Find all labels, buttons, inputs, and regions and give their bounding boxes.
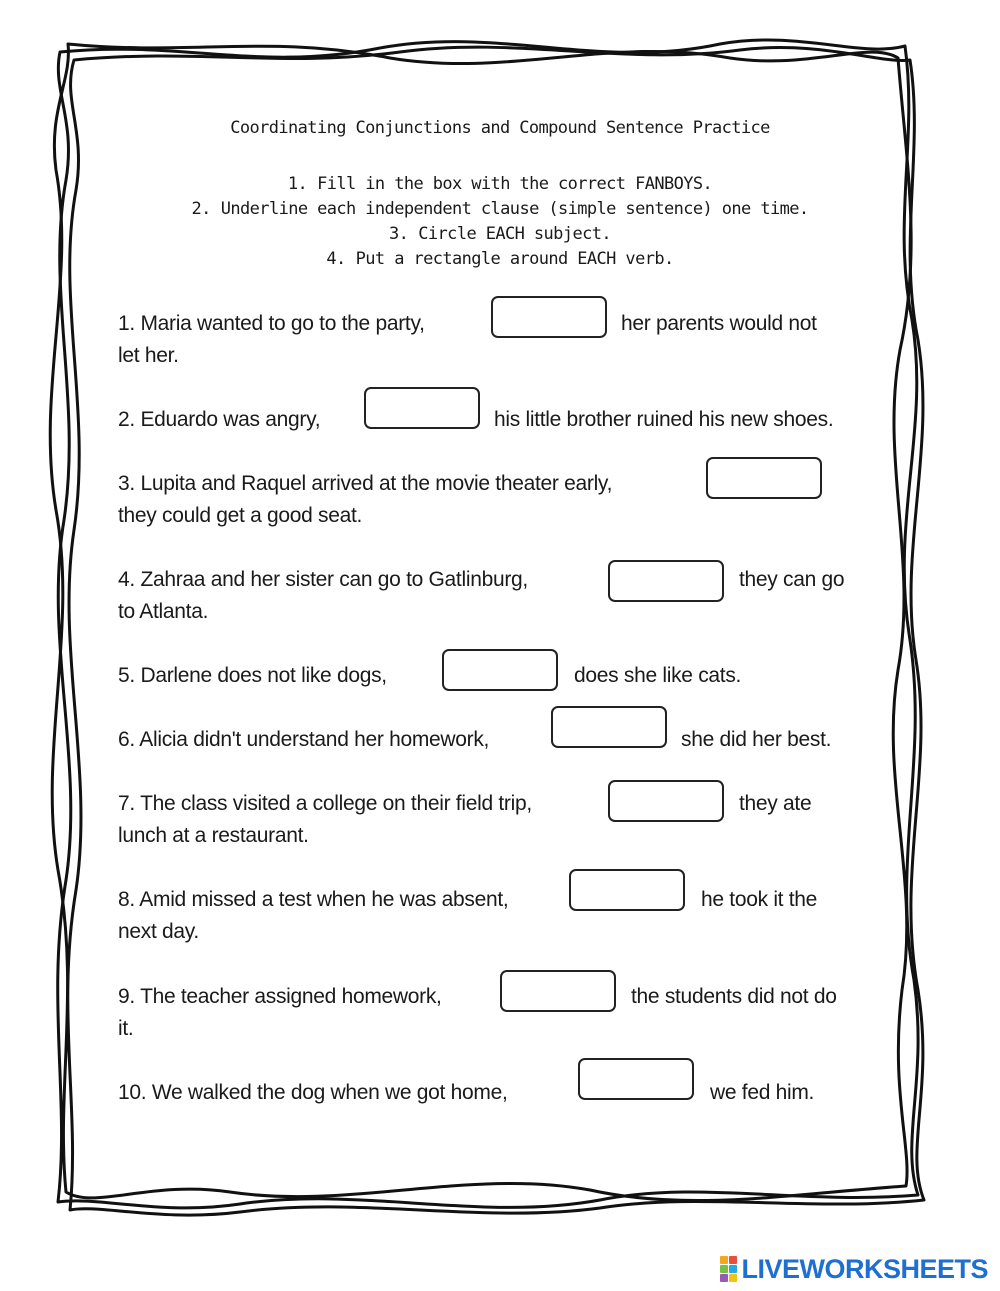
answer-box-7[interactable] [608, 780, 724, 822]
instruction-item: 1. Fill in the box with the correct FANBOYS. [287, 174, 713, 194]
instruction-item: 4. Put a rectangle around EACH verb. [326, 249, 674, 269]
question-text-continued: it. [118, 1017, 134, 1040]
question-text: 5. Darlene does not like dogs, [118, 664, 387, 687]
question-text: 3. Lupita and Raquel arrived at the movie theater early, [118, 472, 613, 495]
question-text: 1. Maria wanted to go to the party, [118, 312, 425, 335]
brand-name: LIVEWORKSHEETS [741, 1253, 988, 1284]
question-text-after: we fed him. [710, 1081, 815, 1104]
question-text-after: they can go [739, 568, 845, 591]
liveworksheets-branding[interactable] [720, 1254, 988, 1284]
instruction-item: 2. Underline each independent clause (simple sentence) one time. [191, 199, 809, 219]
answer-box-9[interactable] [500, 970, 616, 1012]
question-text-after: his little brother ruined his new shoes. [494, 408, 834, 431]
question-text-after: they ate [739, 792, 812, 815]
question-text-continued: to Atlanta. [118, 600, 209, 623]
instructions-list [0, 172, 1000, 272]
question-text: 2. Eduardo was angry, [118, 408, 321, 431]
answer-box-10[interactable] [578, 1058, 694, 1100]
question-text-after: he took it the [701, 888, 818, 911]
question-text: 9. The teacher assigned homework, [118, 985, 442, 1008]
question-text: 8. Amid missed a test when he was absent, [118, 888, 509, 911]
question-text-after: her parents would not [621, 312, 817, 335]
answer-box-3[interactable] [706, 457, 822, 499]
question-text-after: the students did not do [631, 985, 837, 1008]
answer-box-2[interactable] [364, 387, 480, 429]
question-text: 10. We walked the dog when we got home, [118, 1081, 508, 1104]
question-text-after: she did her best. [681, 728, 832, 751]
instruction-item: 3. Circle EACH subject. [389, 224, 611, 244]
question-text-continued: lunch at a restaurant. [118, 824, 309, 847]
question-text-continued: next day. [118, 920, 199, 943]
question-text-continued: they could get a good seat. [118, 504, 363, 527]
question-text-continued: let her. [118, 344, 179, 367]
answer-box-1[interactable] [491, 296, 607, 338]
question-text: 6. Alicia didn't understand her homework, [118, 728, 490, 751]
liveworksheets-logo-icon [720, 1256, 737, 1282]
answer-box-4[interactable] [608, 560, 724, 602]
question-text-after: does she like cats. [574, 664, 742, 687]
question-text: 4. Zahraa and her sister can go to Gatlinburg, [118, 568, 528, 591]
worksheet-title: Coordinating Conjunctions and Compound Sentence Practice [230, 118, 770, 138]
answer-box-6[interactable] [551, 706, 667, 748]
answer-box-5[interactable] [442, 649, 558, 691]
question-text: 7. The class visited a college on their field trip, [118, 792, 532, 815]
answer-box-8[interactable] [569, 869, 685, 911]
